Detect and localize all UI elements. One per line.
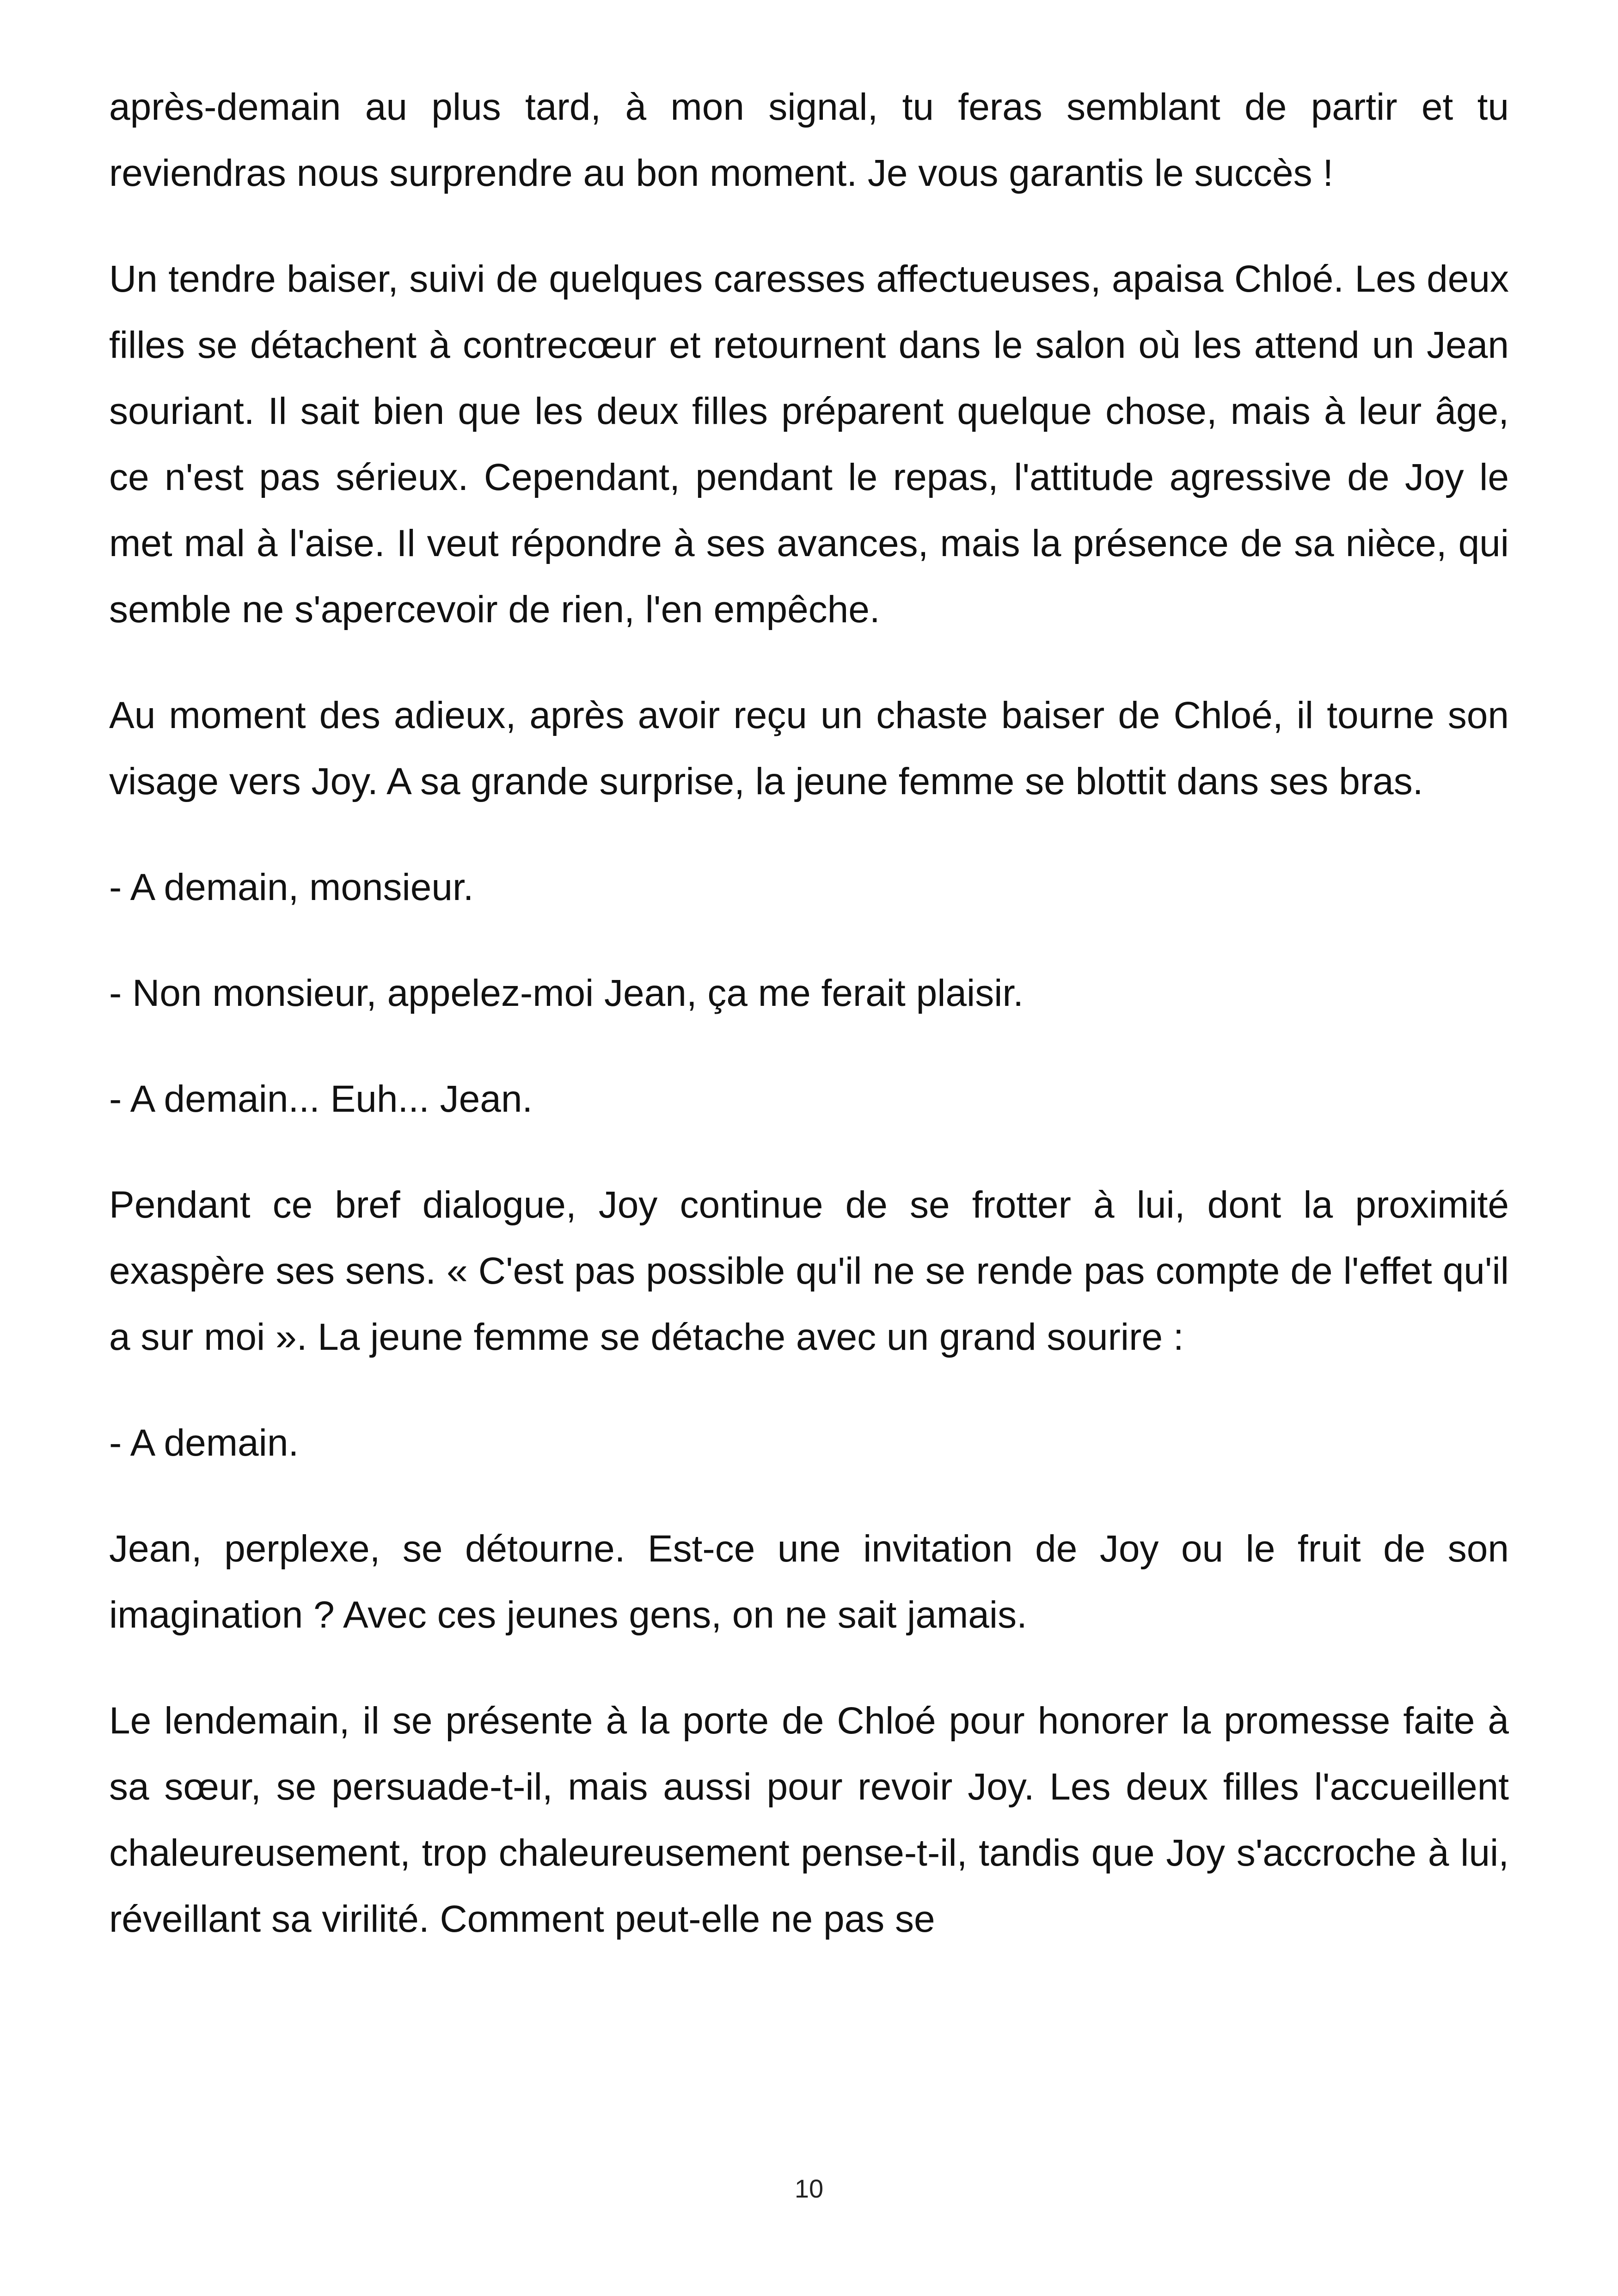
paragraph-3: Au moment des adieux, après avoir reçu un chaste baiser de Chloé, il tourne son visage vers Joy. A sa grande surprise, la jeune femme se blottit dans ses bras.: [109, 694, 1509, 802]
dialogue-line-2: - Non monsieur, appelez-moi Jean, ça me ferait plaisir.: [109, 972, 1024, 1014]
paragraph-6: Le lendemain, il se présente à la porte de Chloé pour honorer la promesse faite à sa sœur, se persuade-t-il, mais aussi pour revoir Joy. Les deux filles l'accueillent chaleureusement, trop chaleureusement pense-t-il, tandis que Joy s'accroche à lui, réveillant sa virilité. Comment peut-elle ne pas se: [109, 1700, 1509, 1940]
dialogue-line-1: - A demain, monsieur.: [109, 866, 474, 908]
paragraph-5: Jean, perplexe, se détourne. Est-ce une invitation de Joy ou le fruit de son imagination ? Avec ces jeunes gens, on ne sait jamais.: [109, 1528, 1509, 1636]
dialogue-line-4: - A demain.: [109, 1422, 299, 1464]
page-number: 10: [794, 2174, 824, 2203]
paragraph-2: Un tendre baiser, suivi de quelques caresses affectueuses, apaisa Chloé. Les deux filles se détachent à contrecœur et retournent dans le salon où les attend un Jean souriant. Il sait bien que les deux filles préparent quelque chose, mais à leur âge, ce n'est pas sérieux. Cependant, pendant le repas, l'attitude agressive de Joy le met mal à l'aise. Il veut répondre à ses avances, mais la présence de sa nièce, qui semble ne s'apercevoir de rien, l'en empêche.: [109, 258, 1509, 631]
paragraph-1: après-demain au plus tard, à mon signal, tu feras semblant de partir et tu reviendras nous surprendre au bon moment. Je vous garantis le succès !: [109, 86, 1509, 194]
body-text: [109, 74, 1509, 1992]
dialogue-line-3: - A demain... Euh... Jean.: [109, 1078, 533, 1120]
paragraph-4: Pendant ce bref dialogue, Joy continue de se frotter à lui, dont la proximité exaspère ses sens. « C'est pas possible qu'il ne se rende pas compte de l'effet qu'il a sur moi ». La jeune femme se détache avec un grand sourire :: [109, 1184, 1509, 1358]
